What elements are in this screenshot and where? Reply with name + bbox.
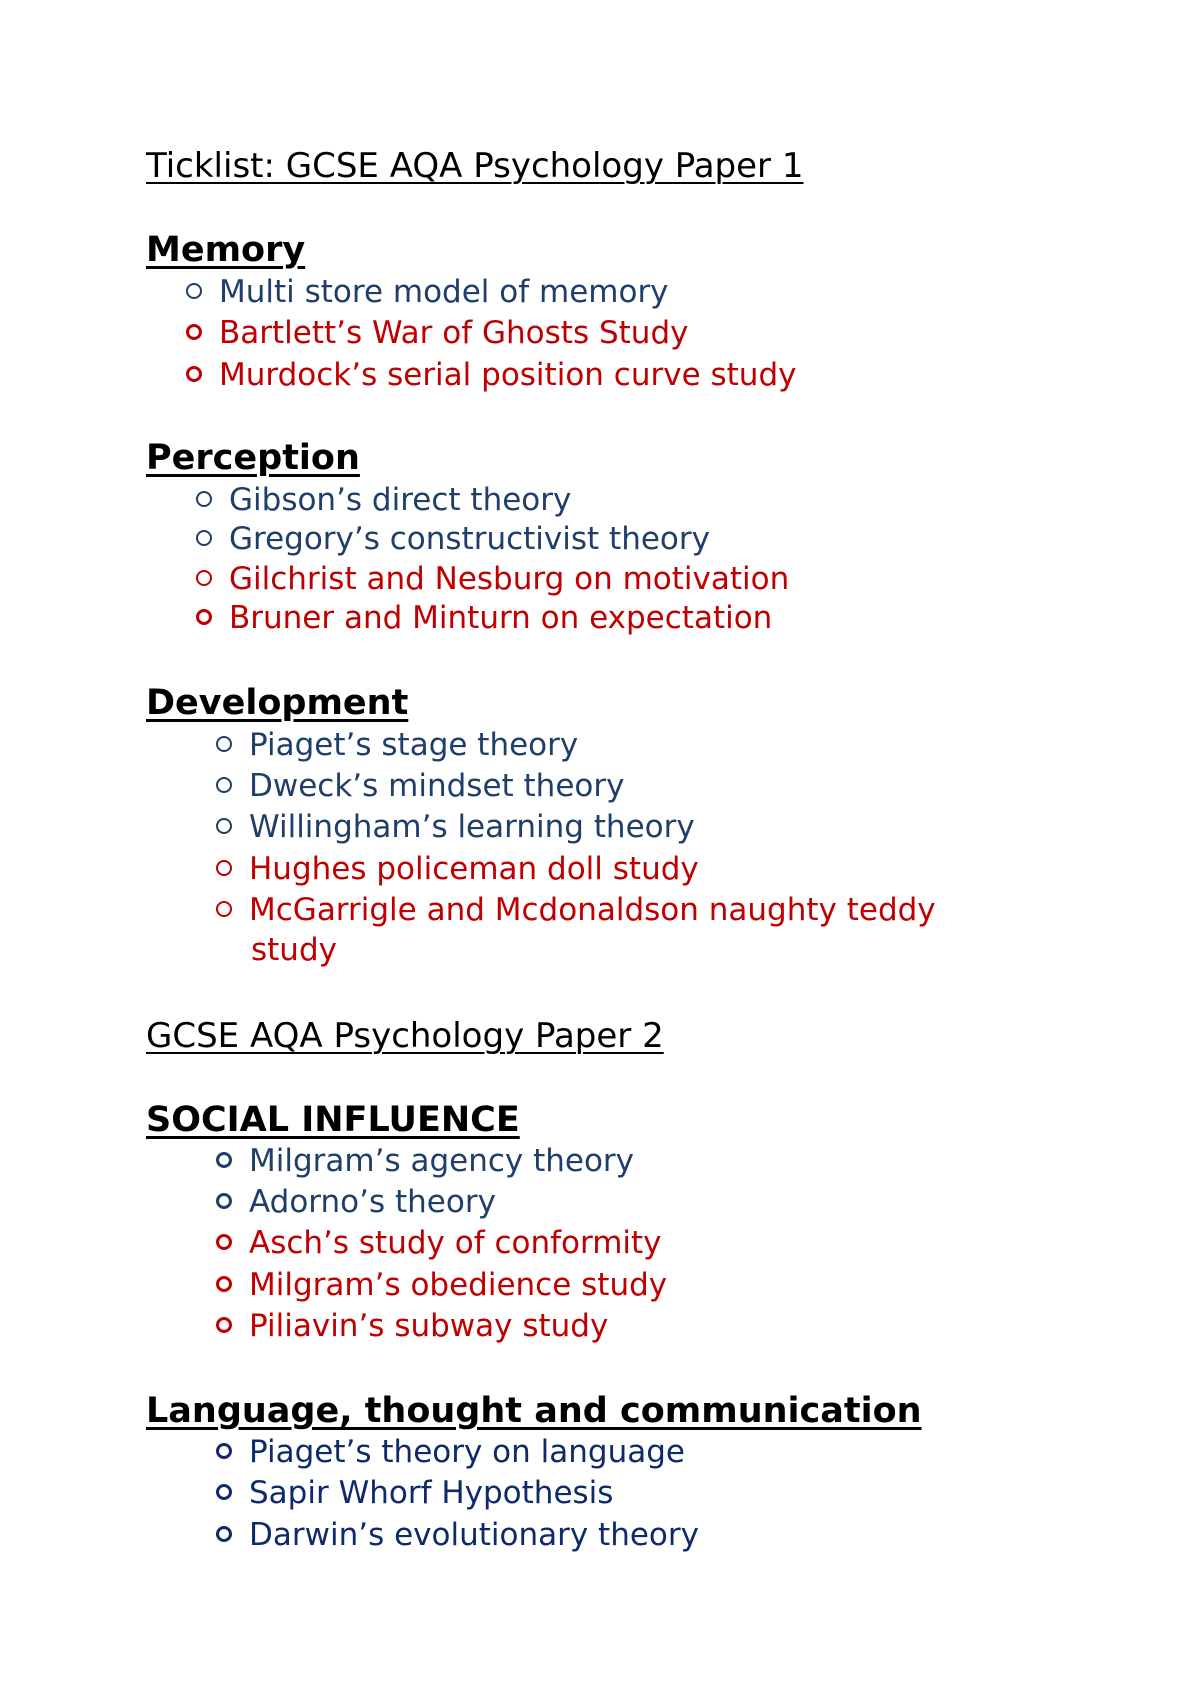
memory-heading: Memory (146, 230, 306, 270)
perception-heading: Perception (146, 438, 360, 478)
language-heading: Language, thought and communication (146, 1391, 922, 1431)
hollow-bullet-icon (216, 860, 232, 876)
list-item: McGarrigle and Mcdonaldson naughty teddy study (216, 890, 936, 970)
hollow-bullet-icon (216, 736, 232, 752)
social-influence-heading: SOCIAL INFLUENCE (146, 1100, 520, 1140)
hollow-bullet-icon (216, 1526, 232, 1542)
list-item-continuation: study (251, 932, 337, 968)
list-item: Sapir Whorf Hypothesis (216, 1473, 613, 1513)
list-item: Piliavin’s subway study (216, 1306, 608, 1346)
list-item: Dweck’s mindset theory (216, 766, 624, 806)
hollow-bullet-icon (196, 609, 212, 625)
hollow-bullet-icon (186, 283, 202, 299)
list-item: Gibson’s direct theory (196, 480, 571, 520)
list-item: Piaget’s theory on language (216, 1432, 685, 1472)
hollow-bullet-icon (186, 366, 202, 382)
paper1-title: Ticklist: GCSE AQA Psychology Paper 1 (146, 146, 804, 186)
hollow-bullet-icon (216, 1234, 232, 1250)
list-item: Asch’s study of conformity (216, 1223, 662, 1263)
list-item: Darwin’s evolutionary theory (216, 1515, 699, 1555)
paper2-title: GCSE AQA Psychology Paper 2 (146, 1016, 664, 1056)
hollow-bullet-icon (196, 570, 212, 586)
hollow-bullet-icon (216, 1484, 232, 1500)
list-item: Bruner and Minturn on expectation (196, 598, 772, 638)
list-item: Milgram’s agency theory (216, 1141, 634, 1181)
list-item: Bartlett’s War of Ghosts Study (186, 313, 688, 353)
hollow-bullet-icon (186, 324, 202, 340)
development-heading: Development (146, 683, 409, 723)
list-item: Milgram’s obedience study (216, 1265, 667, 1305)
hollow-bullet-icon (216, 901, 232, 917)
hollow-bullet-icon (216, 1443, 232, 1459)
list-item: Adorno’s theory (216, 1182, 496, 1222)
hollow-bullet-icon (216, 1317, 232, 1333)
list-item: Willingham’s learning theory (216, 807, 695, 847)
list-item: Hughes policeman doll study (216, 849, 699, 889)
list-item: Gilchrist and Nesburg on motivation (196, 559, 789, 599)
list-item: Murdock’s serial position curve study (186, 355, 796, 395)
hollow-bullet-icon (196, 530, 212, 546)
hollow-bullet-icon (216, 1276, 232, 1292)
list-item: Multi store model of memory (186, 272, 669, 312)
list-item: Piaget’s stage theory (216, 725, 578, 765)
hollow-bullet-icon (216, 777, 232, 793)
hollow-bullet-icon (196, 491, 212, 507)
hollow-bullet-icon (216, 818, 232, 834)
list-item: Gregory’s constructivist theory (196, 519, 710, 559)
hollow-bullet-icon (216, 1193, 232, 1209)
hollow-bullet-icon (216, 1152, 232, 1168)
